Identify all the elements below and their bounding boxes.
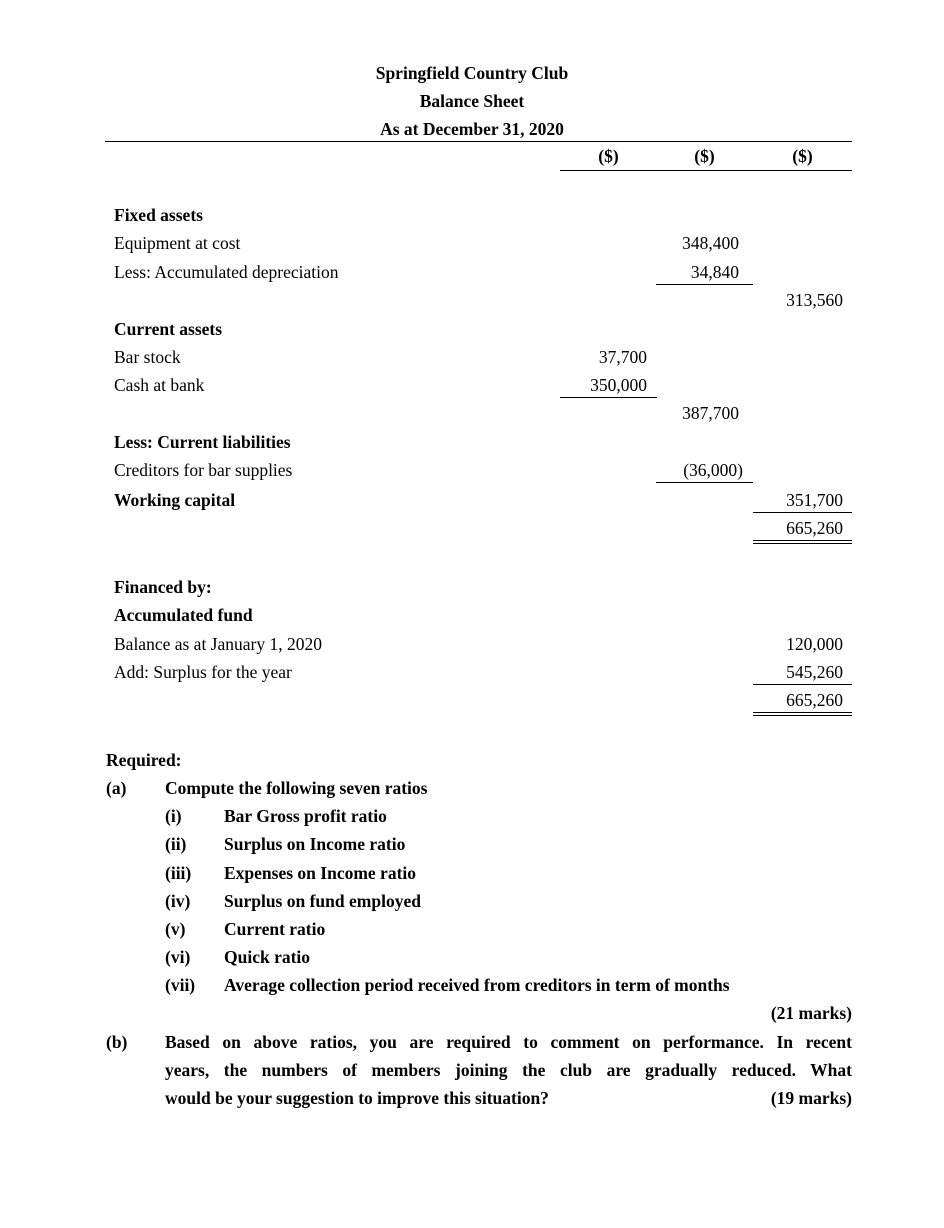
- depreciation-value: 34,840: [690, 262, 739, 282]
- rule: [656, 482, 753, 483]
- depreciation-label: Less: Accumulated depreciation: [114, 262, 339, 282]
- net-assets-total: 665,260: [786, 518, 843, 538]
- ratio-number: (vii): [165, 975, 196, 995]
- fund-total: 665,260: [786, 690, 843, 710]
- required-heading: Required:: [106, 750, 182, 770]
- ratio-number: (v): [165, 919, 186, 939]
- ratio-name: Surplus on fund employed: [224, 891, 421, 911]
- rule: [560, 397, 657, 398]
- club-name: Springfield Country Club: [375, 63, 569, 83]
- header-rule: [105, 141, 852, 142]
- rule: [753, 512, 852, 513]
- cash-value: 350,000: [590, 375, 647, 395]
- part-b-marks: (19 marks): [770, 1088, 852, 1108]
- ratio-name: Surplus on Income ratio: [224, 834, 406, 854]
- col-header-rule: [560, 170, 852, 171]
- part-a-label: (a): [106, 778, 127, 798]
- current-assets-total: 387,700: [682, 403, 739, 423]
- ratio-number: (i): [165, 806, 182, 826]
- net-fixed-assets: 313,560: [786, 290, 843, 310]
- rule: [656, 284, 753, 285]
- col-header-3: ($): [792, 146, 813, 166]
- creditors-value: (36,000): [683, 460, 743, 480]
- ratio-number: (ii): [165, 834, 187, 854]
- ratio-name: Bar Gross profit ratio: [224, 806, 387, 826]
- working-capital-value: 351,700: [786, 490, 843, 510]
- part-b-line-1: Based on above ratios, you are required to comment on performance. In recent: [165, 1032, 852, 1052]
- part-a-marks: (21 marks): [770, 1003, 852, 1023]
- creditors-label: Creditors for bar supplies: [114, 460, 293, 480]
- col-header-2: ($): [694, 146, 715, 166]
- double-rule: [753, 712, 852, 716]
- equipment-value: 348,400: [682, 233, 739, 253]
- part-b-line-2: years, the numbers of members joining the club are gradually reduced. What: [165, 1060, 852, 1080]
- bar-stock-value: 37,700: [598, 347, 647, 367]
- ratio-name: Quick ratio: [224, 947, 311, 967]
- part-b-label: (b): [106, 1032, 128, 1052]
- part-b-line-3: would be your suggestion to improve this situation?: [165, 1088, 549, 1108]
- part-a-text: Compute the following seven ratios: [165, 778, 428, 798]
- bar-stock-label: Bar stock: [114, 347, 181, 367]
- sheet-date: As at December 31, 2020: [380, 119, 564, 139]
- surplus-label: Add: Surplus for the year: [114, 662, 292, 682]
- working-capital-label: Working capital: [114, 490, 236, 510]
- equipment-label: Equipment at cost: [114, 233, 241, 253]
- ratio-name: Current ratio: [224, 919, 326, 939]
- financed-by-heading: Financed by:: [114, 577, 212, 597]
- opening-balance-label: Balance as at January 1, 2020: [114, 634, 322, 654]
- surplus-value: 545,260: [786, 662, 843, 682]
- fixed-assets-heading: Fixed assets: [114, 205, 203, 225]
- current-assets-heading: Current assets: [114, 319, 223, 339]
- cash-label: Cash at bank: [114, 375, 205, 395]
- sheet-title: Balance Sheet: [419, 91, 525, 111]
- double-rule: [753, 540, 852, 544]
- ratio-number: (iv): [165, 891, 191, 911]
- opening-balance-value: 120,000: [786, 634, 843, 654]
- col-header-1: ($): [598, 146, 619, 166]
- rule: [753, 684, 852, 685]
- ratio-number: (vi): [165, 947, 191, 967]
- current-liabilities-heading: Less: Current liabilities: [114, 432, 291, 452]
- accumulated-fund-heading: Accumulated fund: [114, 605, 253, 625]
- ratio-name: Average collection period received from creditors in term of months: [224, 975, 730, 995]
- ratio-name: Expenses on Income ratio: [224, 863, 417, 883]
- ratio-number: (iii): [165, 863, 192, 883]
